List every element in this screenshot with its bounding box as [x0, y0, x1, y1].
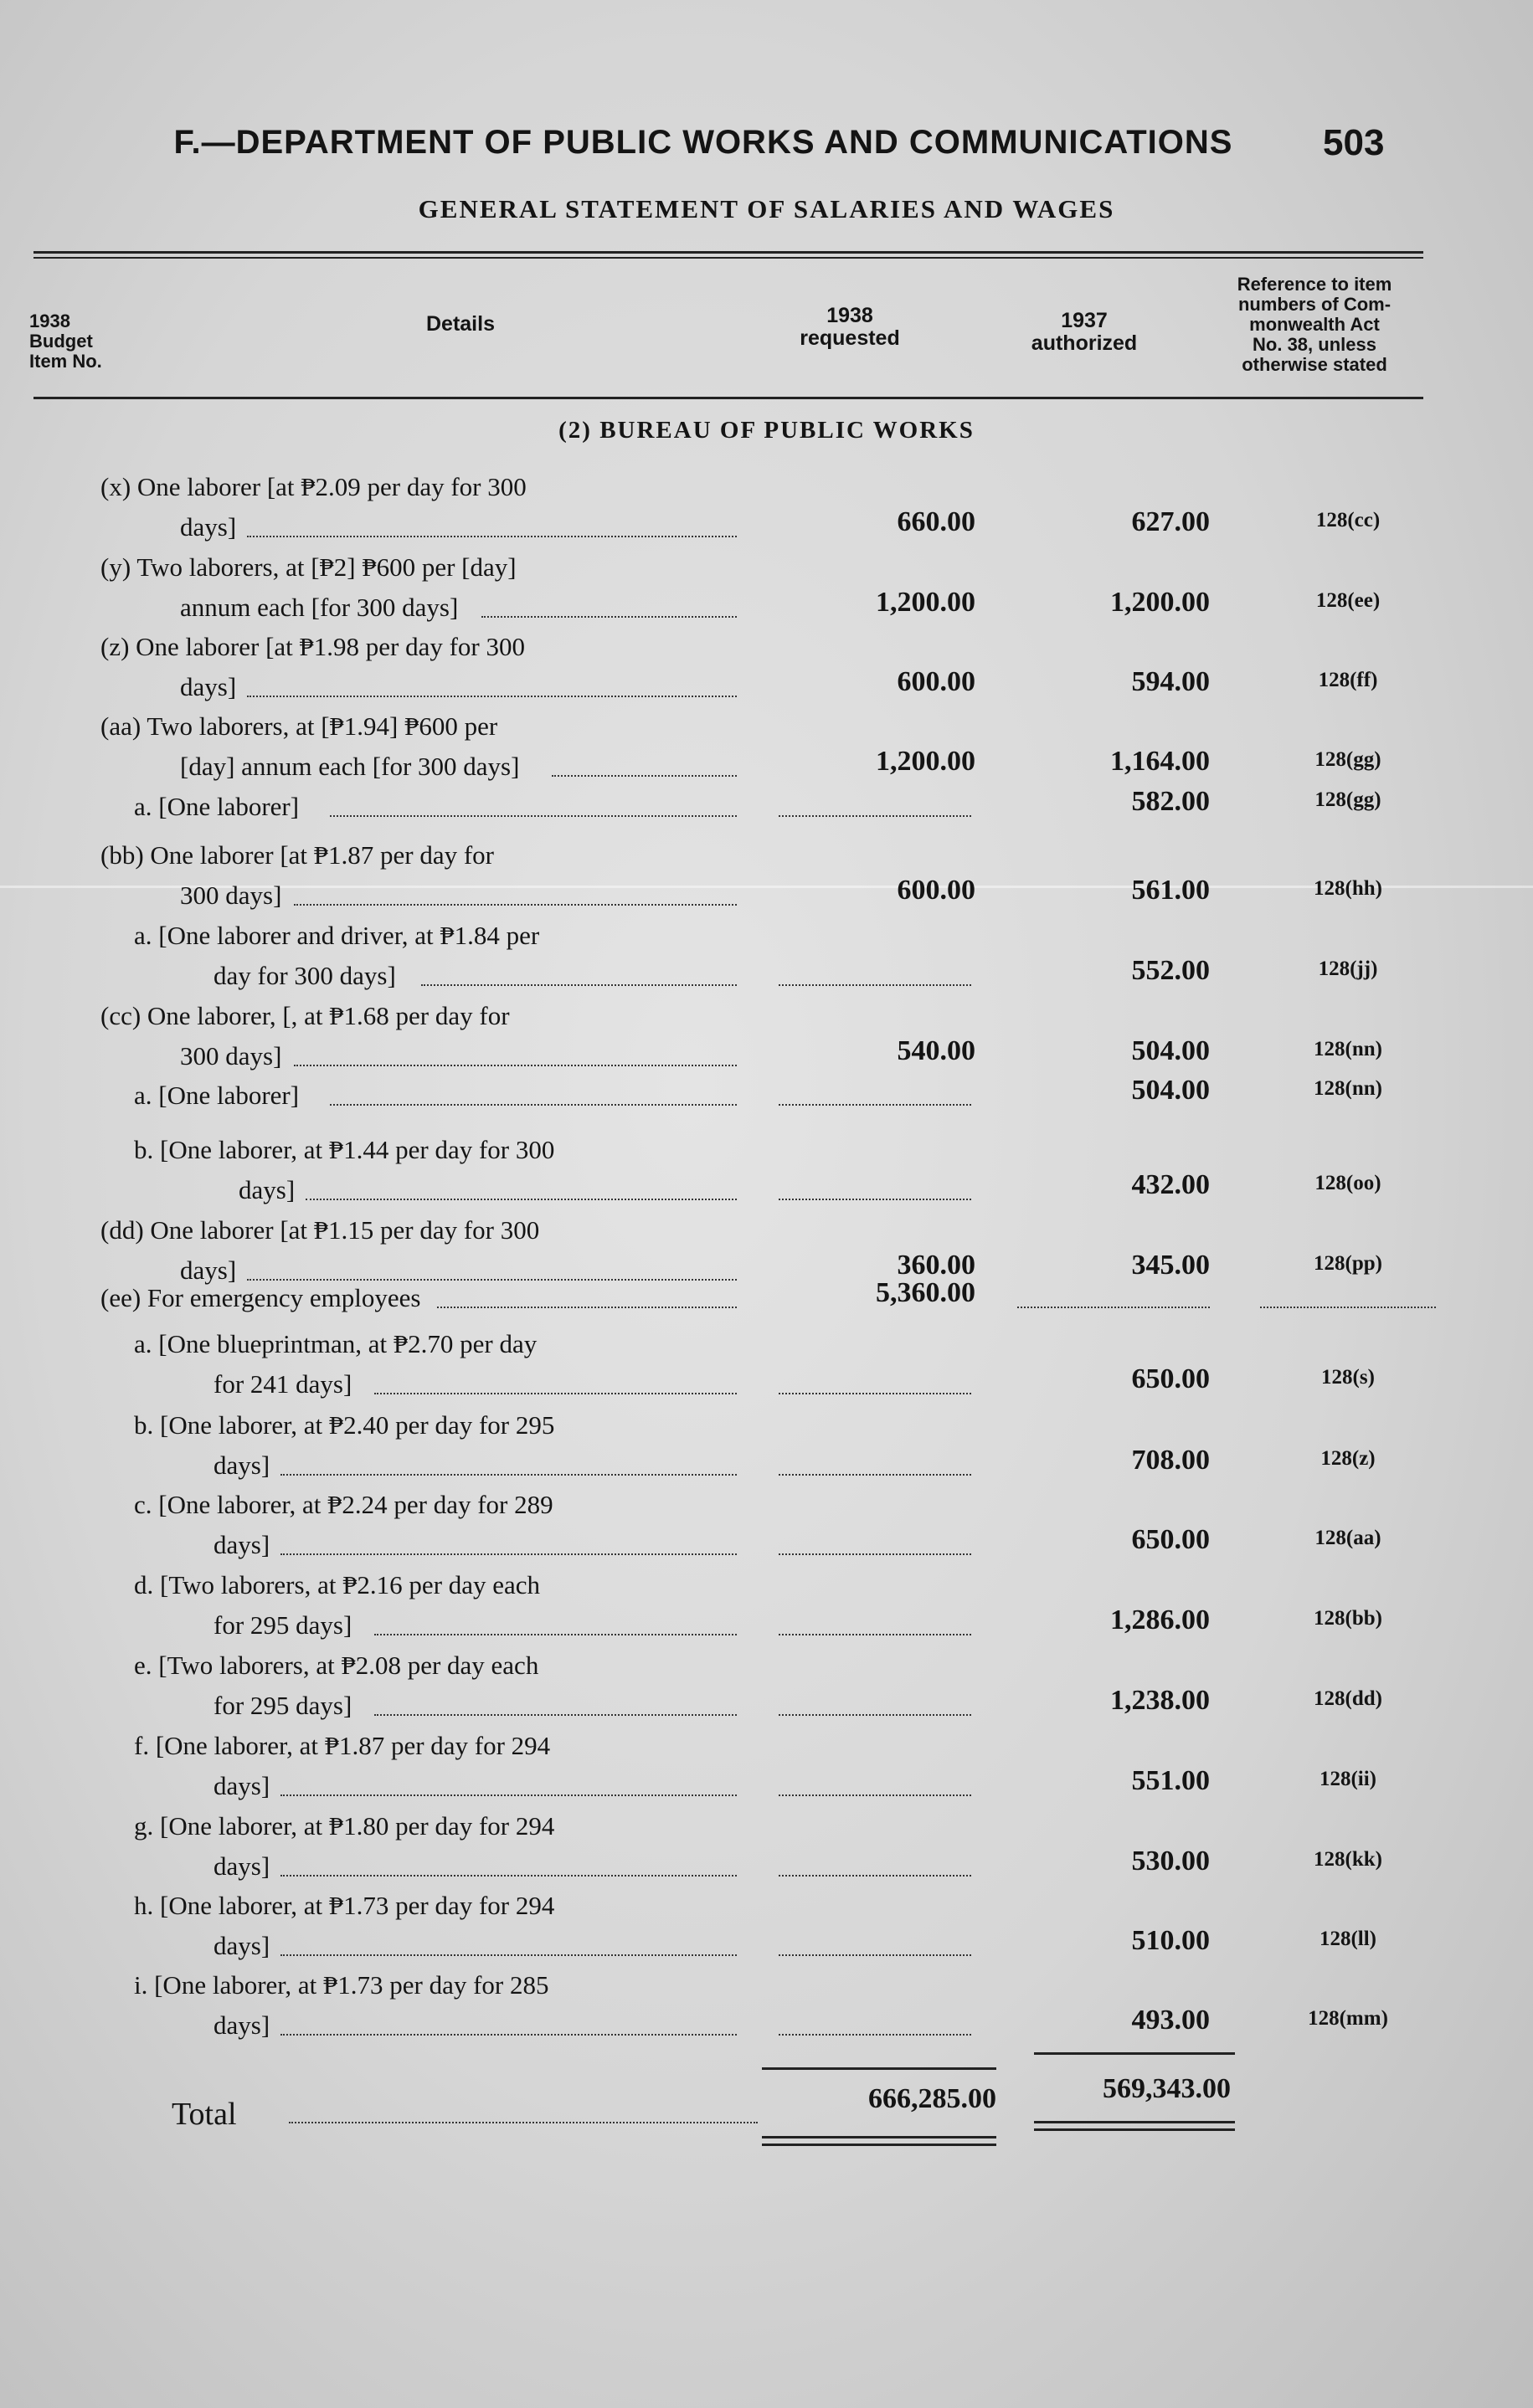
row-authorized: 504.00: [1131, 1075, 1210, 1106]
row-leader: [280, 1954, 737, 1956]
row-requested-blank: [779, 1634, 971, 1635]
col-reference-line-4: No. 38, unless: [1253, 334, 1376, 355]
row-detail-line2: days]: [213, 1931, 270, 1960]
row-requested: 5,360.00: [876, 1277, 975, 1308]
row-reference: 128(nn): [1314, 1077, 1382, 1100]
row-reference: 128(ii): [1319, 1768, 1377, 1790]
row-detail-line2: for 241 days]: [213, 1369, 352, 1399]
col-authorized-line-2: authorized: [1031, 331, 1138, 355]
col-reference-line-2: numbers of Com-: [1237, 294, 1392, 315]
row-requested: 660.00: [897, 506, 975, 537]
row-requested-blank: [779, 1553, 971, 1555]
requested-total-rule-2: [762, 2144, 996, 2146]
row-leader: [247, 696, 737, 697]
row-requested: 360.00: [897, 1250, 975, 1281]
row-leader: [437, 1307, 737, 1308]
row-detail-line2: days]: [213, 1530, 270, 1559]
header-rule-top-thin: [33, 257, 1423, 259]
page-subheader: GENERAL STATEMENT OF SALARIES AND WAGES: [418, 194, 1115, 223]
row-reference: 128(pp): [1314, 1252, 1382, 1275]
row-detail-line2: days]: [213, 1771, 270, 1800]
row-detail-line1: b. [One laborer, at ₱1.44 per day for 300: [134, 1135, 555, 1164]
row-detail-line1: f. [One laborer, at ₱1.87 per day for 294: [134, 1731, 551, 1760]
row-detail-line2: days]: [180, 672, 237, 701]
row-reference: 128(z): [1320, 1447, 1376, 1470]
row-leader: [330, 1104, 737, 1106]
authorized-total-rule-2: [1034, 2128, 1235, 2131]
row-authorized: 432.00: [1131, 1169, 1210, 1200]
row-authorized: 582.00: [1131, 786, 1210, 817]
row-detail-line1: (z) One laborer [at ₱1.98 per day for 300: [100, 632, 526, 661]
row-authorized: 510.00: [1131, 1925, 1210, 1956]
row-reference: 128(ll): [1319, 1928, 1377, 1950]
row-leader: [330, 815, 737, 817]
col-authorized-heading: [971, 310, 1197, 355]
page-header: F.—DEPARTMENT OF PUBLIC WORKS AND COMMUNICATIONS: [173, 124, 1233, 161]
row-authorized: 1,164.00: [1110, 746, 1210, 777]
row-detail-line1: (dd) One laborer [at ₱1.15 per day for 300: [100, 1215, 540, 1245]
row-requested-blank: [779, 984, 971, 986]
total-requested: 666,285.00: [868, 2083, 996, 2114]
row-authorized: 650.00: [1131, 1363, 1210, 1394]
row-leader: [421, 984, 737, 986]
row-detail-line1: c. [One laborer, at ₱2.24 per day for 289: [134, 1490, 553, 1519]
row-detail-line2: days]: [180, 1255, 237, 1285]
row-reference: 128(aa): [1314, 1527, 1381, 1549]
row-detail-line1: i. [One laborer, at ₱1.73 per day for 285: [134, 1970, 549, 2000]
row-detail-line2: days]: [213, 2010, 270, 2040]
col-item-line-2: Budget: [29, 331, 93, 352]
row-leader: [294, 1065, 737, 1066]
row-requested-blank: [779, 1474, 971, 1476]
row-requested: 600.00: [897, 875, 975, 906]
authorized-subtotal-rule: [1034, 2052, 1235, 2055]
total-label: Total: [172, 2097, 237, 2132]
row-reference: 128(mm): [1308, 2007, 1388, 2030]
row-authorized: 1,286.00: [1110, 1604, 1210, 1635]
row-requested: 600.00: [897, 666, 975, 697]
col-item-line-3: Item No.: [29, 351, 102, 372]
row-requested: 540.00: [897, 1035, 975, 1066]
row-detail-line2: days]: [180, 512, 237, 542]
row-authorized-blank: [1017, 1307, 1210, 1308]
row-authorized: 708.00: [1131, 1445, 1210, 1476]
row-authorized: 594.00: [1131, 666, 1210, 697]
row-reference: 128(hh): [1314, 877, 1382, 900]
row-reference: 128(bb): [1314, 1607, 1382, 1630]
row-detail-line2: for 295 days]: [213, 1691, 352, 1720]
row-leader: [280, 2034, 737, 2036]
row-leader: [280, 1875, 737, 1877]
row-requested-blank: [779, 815, 971, 817]
total-leader: [289, 2122, 758, 2123]
row-detail-line1: a. [One laborer and driver, at ₱1.84 per: [134, 921, 540, 950]
row-reference: 128(nn): [1314, 1038, 1382, 1060]
row-reference: 128(ff): [1318, 669, 1378, 691]
row-detail-line2: 300 days]: [180, 881, 282, 910]
row-leader: [374, 1634, 737, 1635]
col-requested-heading: [737, 305, 963, 350]
row-leader: [247, 1279, 737, 1281]
row-requested-blank: [779, 1794, 971, 1796]
row-detail-line1: g. [One laborer, at ₱1.80 per day for 294: [134, 1811, 555, 1841]
col-reference-line-3: monwealth Act: [1249, 314, 1380, 335]
col-reference-heading: [1189, 275, 1440, 375]
row-reference: 128(jj): [1318, 958, 1378, 980]
row-leader: [280, 1553, 737, 1555]
row-authorized: 345.00: [1131, 1250, 1210, 1281]
row-requested-blank: [779, 1714, 971, 1716]
row-detail-line1: (y) Two laborers, at [₱2] ₱600 per [day]: [100, 552, 517, 582]
row-leader: [374, 1714, 737, 1716]
row-detail-line1: h. [One laborer, at ₱1.73 per day for 294: [134, 1891, 555, 1920]
row-detail-line1: (x) One laborer [at ₱2.09 per day for 300: [100, 472, 527, 501]
row-requested-blank: [779, 1104, 971, 1106]
row-detail-line2: annum each [for 300 days]: [180, 593, 459, 622]
row-requested-blank: [779, 1393, 971, 1394]
row-leader: [306, 1199, 737, 1200]
row-reference: 128(gg): [1314, 788, 1381, 811]
col-item-line-1: 1938: [29, 311, 70, 331]
row-leader: [280, 1474, 737, 1476]
col-details-heading: Details: [426, 312, 495, 336]
authorized-total-rule-1: [1034, 2121, 1235, 2123]
row-detail-line2: days]: [239, 1175, 296, 1204]
row-requested: 1,200.00: [876, 746, 975, 777]
row-detail-line2: days]: [213, 1450, 270, 1480]
col-requested-line-1: 1938: [826, 304, 873, 327]
row-authorized: 493.00: [1131, 2005, 1210, 2036]
row-authorized: 552.00: [1131, 955, 1210, 986]
row-requested-blank: [779, 1875, 971, 1877]
row-detail-line1: a. [One blueprintman, at ₱2.70 per day: [134, 1329, 538, 1358]
row-detail-line2: [day] annum each [for 300 days]: [180, 752, 520, 781]
col-item-heading: [29, 311, 121, 372]
row-reference: 128(cc): [1315, 509, 1381, 531]
row-leader: [374, 1393, 737, 1394]
total-authorized: 569,343.00: [1103, 2073, 1231, 2104]
row-detail-line1: a. [One laborer]: [134, 792, 300, 821]
row-authorized: 551.00: [1131, 1765, 1210, 1796]
row-detail-line1: d. [Two laborers, at ₱2.16 per day each: [134, 1570, 541, 1599]
col-requested-line-2: requested: [800, 326, 900, 350]
row-detail-line1: (bb) One laborer [at ₱1.87 per day for: [100, 840, 494, 870]
row-authorized: 650.00: [1131, 1524, 1210, 1555]
row-detail-line2: 300 days]: [180, 1041, 282, 1071]
section-heading: (2) BUREAU OF PUBLIC WORKS: [558, 417, 975, 444]
row-detail-line2: day for 300 days]: [213, 961, 396, 990]
row-requested-blank: [779, 2034, 971, 2036]
row-requested-blank: [779, 1199, 971, 1200]
col-reference-line-1: Reference to item: [1237, 274, 1392, 295]
row-leader: [294, 904, 737, 906]
row-authorized: 1,200.00: [1110, 587, 1210, 618]
requested-subtotal-rule: [762, 2067, 996, 2070]
row-leader: [552, 775, 737, 777]
row-leader: [481, 616, 737, 618]
col-reference-line-5: otherwise stated: [1242, 354, 1387, 375]
row-detail-line1: e. [Two laborers, at ₱2.08 per day each: [134, 1651, 539, 1680]
row-reference: 128(dd): [1314, 1687, 1382, 1710]
row-reference: 128(ee): [1315, 589, 1381, 612]
row-reference: 128(s): [1321, 1366, 1375, 1389]
page-number: 503: [1323, 122, 1385, 163]
row-reference: 128(oo): [1314, 1172, 1381, 1194]
row-detail-line1: (aa) Two laborers, at [₱1.94] ₱600 per: [100, 711, 498, 741]
row-reference: 128(kk): [1314, 1848, 1382, 1871]
row-detail-line1: (cc) One laborer, [, at ₱1.68 per day for: [100, 1001, 510, 1030]
row-authorized: 504.00: [1131, 1035, 1210, 1066]
row-leader: [280, 1794, 737, 1796]
header-rule-top: [33, 251, 1423, 254]
row-authorized: 530.00: [1131, 1846, 1210, 1877]
row-reference-blank: [1260, 1307, 1436, 1308]
row-requested: 1,200.00: [876, 587, 975, 618]
row-detail-line1: (ee) For emergency employees: [100, 1283, 421, 1312]
row-detail-line2: days]: [213, 1851, 270, 1881]
row-detail-line2: for 295 days]: [213, 1610, 352, 1640]
row-authorized: 627.00: [1131, 506, 1210, 537]
row-requested-blank: [779, 1954, 971, 1956]
requested-total-rule-1: [762, 2136, 996, 2138]
header-rule-bottom: [33, 397, 1423, 399]
row-leader: [247, 536, 737, 537]
row-reference: 128(gg): [1314, 748, 1381, 771]
row-authorized: 1,238.00: [1110, 1685, 1210, 1716]
col-authorized-line-1: 1937: [1061, 309, 1108, 332]
row-detail-line1: b. [One laborer, at ₱2.40 per day for 295: [134, 1410, 555, 1440]
row-detail-line1: a. [One laborer]: [134, 1081, 300, 1110]
row-authorized: 561.00: [1131, 875, 1210, 906]
